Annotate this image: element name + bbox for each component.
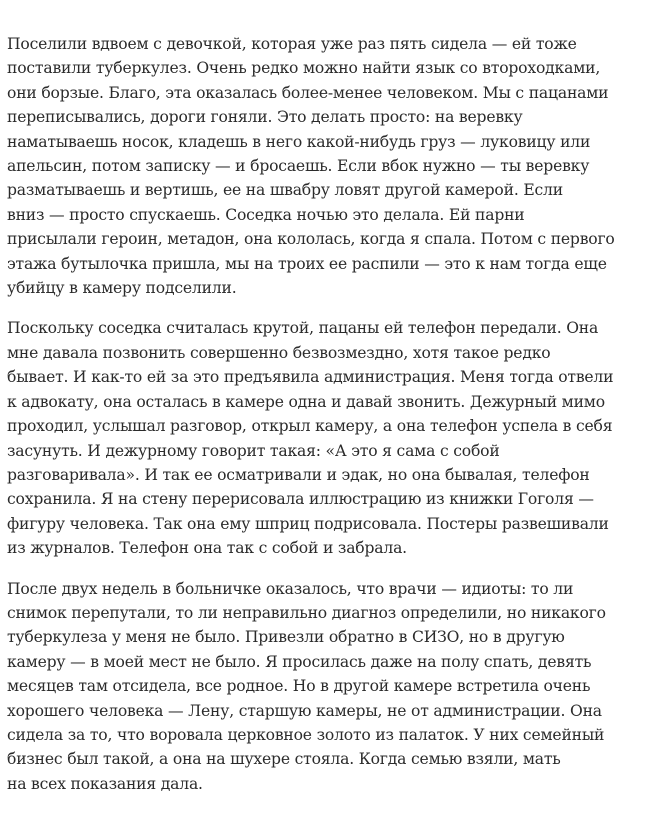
- text-line: убийцу в камеру подселили.: [7, 279, 237, 298]
- text-line: туберкулеза у меня не было. Привезли обратно в СИЗО, но в другую: [7, 628, 565, 647]
- text-line: хорошего человека — Лену, старшую камеры, не от администрации. Она: [7, 701, 602, 720]
- article-body: [7, 32, 661, 796]
- text-line: из журналов. Телефон она так с собой и забрала.: [7, 539, 407, 558]
- text-line: поставили туберкулез. Очень редко можно найти язык со второходками,: [7, 59, 601, 78]
- text-line: засунуть. И дежурному говорит такая: «А это я сама с собой: [7, 441, 500, 460]
- text-line: мне давала позвонить совершенно безвозмездно, хотя такое редко: [7, 343, 551, 362]
- text-line: разматываешь и вертишь, ее на швабру ловят другой камерой. Если: [7, 181, 563, 200]
- text-line: разговаривала». И так ее осматривали и эдак, но она бывалая, телефон: [7, 465, 590, 484]
- text-line: проходил, услышал разговор, открыл камеру, а она телефон успела в себя: [7, 417, 613, 436]
- text-line: наматываешь носок, кладешь в него какой-нибудь груз — луковицу или: [7, 132, 591, 151]
- text-line: сохранила. Я на стену перерисовала иллюстрацию из книжки Гоголя —: [7, 490, 594, 509]
- text-line: бывает. И как-то ей за это предъявила администрация. Меня тогда отвели: [7, 368, 614, 387]
- text-line: сидела за то, что воровала церковное золото из палаток. У них семейный: [7, 725, 605, 744]
- paragraph-1: [7, 32, 661, 300]
- text-line: камеру — в моей мест не было. Я просилась даже на полу спать, девять: [7, 652, 592, 671]
- text-line: месяцев там отсидела, все родное. Но в другой камере встретила очень: [7, 677, 591, 696]
- paragraph-2: [7, 316, 661, 560]
- text-line: апельсин, потом записку — и бросаешь. Если вбок нужно — ты веревку: [7, 157, 590, 176]
- paragraph-3: [7, 577, 661, 797]
- text-line: переписывались, дороги гоняли. Это делать просто: на веревку: [7, 108, 523, 127]
- text-line: к адвокату, она осталась в камере одна и давай звонить. Дежурный мимо: [7, 392, 605, 411]
- text-line: снимок перепутали, то ли неправильно диагноз определили, но никакого: [7, 603, 606, 622]
- text-line: на всех показания дала.: [7, 774, 203, 793]
- text-line: они борзые. Благо, эта оказалась более-менее человеком. Мы с пацанами: [7, 83, 609, 102]
- text-line: После двух недель в больничке оказалось, что врачи — идиоты: то ли: [7, 579, 574, 598]
- text-line: бизнес был такой, а она на шухере стояла. Когда семью взяли, мать: [7, 750, 561, 769]
- text-line: Поселили вдвоем с девочкой, которая уже раз пять сидела — ей тоже: [7, 35, 577, 53]
- text-line: фигуру человека. Так она ему шприц подрисовала. Постеры развешивали: [7, 514, 609, 533]
- text-line: Поскольку соседка считалась крутой, пацаны ей телефон передали. Она: [7, 319, 599, 338]
- text-line: присылали героин, метадон, она кололась, когда я спала. Потом с первого: [7, 230, 615, 249]
- text-line: этажа бутылочка пришла, мы на троих ее распили — это к нам тогда еще: [7, 254, 607, 273]
- text-line: вниз — просто спускаешь. Соседка ночью это делала. Ей парни: [7, 205, 525, 224]
